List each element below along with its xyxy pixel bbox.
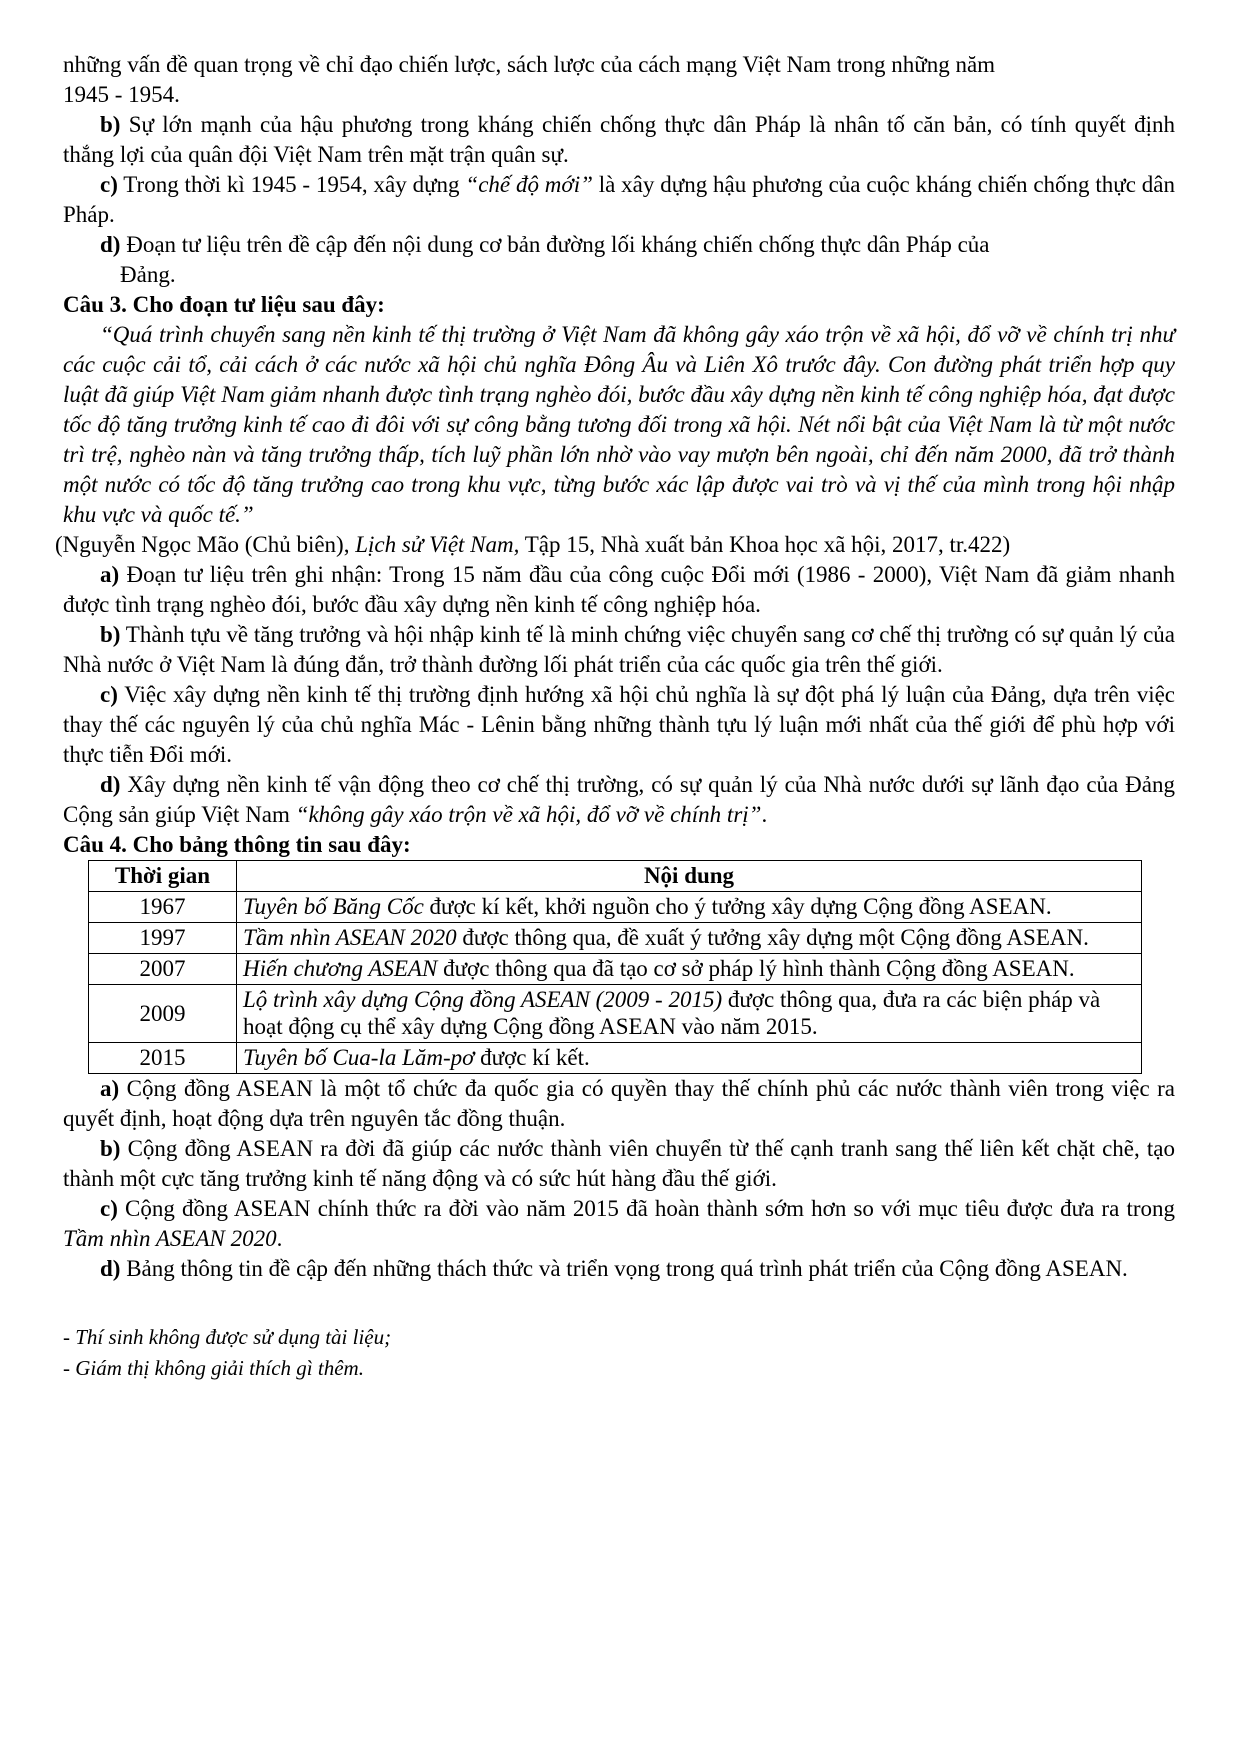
content-cell: Lộ trình xây dựng Cộng đồng ASEAN (2009 - 2015) được thông qua, đưa ra các biện pháp và hoạt động cụ thể xây dựng Cộng đồng ASEAN vào năm 2015. bbox=[237, 985, 1142, 1043]
prev-question-continuation: những vấn đề quan trọng về chỉ đạo chiến lược, sách lược của cách mạng Việt Nam trong những năm 1945 - 1954. bbox=[63, 52, 996, 107]
q3-option-a: a) Đoạn tư liệu trên ghi nhận: Trong 15 năm đầu của công cuộc Đổi mới (1986 - 2000), Việt Nam đã giảm nhanh được tình trạng nghèo đói, bước đầu xây dựng nền kinh tế công nghiệp hóa. bbox=[63, 562, 1175, 617]
q4-option-a: a) Cộng đồng ASEAN là một tổ chức đa quốc gia có quyền thay thế chính phủ các nước thành viên trong việc ra quyết định, hoạt động dựa trên nguyên tắc đồng thuận. bbox=[63, 1076, 1175, 1131]
q3-source: (Nguyễn Ngọc Mão (Chủ biên), Lịch sử Việt Nam, Tập 15, Nhà xuất bản Khoa học xã hội, 2017, tr.422) bbox=[55, 532, 1011, 557]
q2-option-b: b) Sự lớn mạnh của hậu phương trong kháng chiến chống thực dân Pháp là nhân tố căn bản, có tính quyết định thắng lợi của quân đội Việt Nam trên mặt trận quân sự. bbox=[63, 112, 1175, 167]
q2-option-d-cont: Đảng. bbox=[120, 262, 176, 287]
q3-heading: Câu 3. Cho đoạn tư liệu sau đây: bbox=[63, 292, 385, 317]
q2-option-c: c) Trong thời kì 1945 - 1954, xây dựng “chế độ mới” là xây dựng hậu phương của cuộc kháng chiến chống thực dân Pháp. bbox=[63, 172, 1175, 227]
table-row bbox=[89, 985, 1142, 1043]
year-cell: 1967 bbox=[89, 892, 237, 923]
content-cell: Hiến chương ASEAN được thông qua đã tạo cơ sở pháp lý hình thành Cộng đồng ASEAN. bbox=[237, 954, 1142, 985]
table-row bbox=[89, 1043, 1142, 1074]
exam-page bbox=[55, 50, 1176, 1384]
q4-option-c: c) Cộng đồng ASEAN chính thức ra đời vào năm 2015 đã hoàn thành sớm hơn so với mục tiêu được đưa ra trong Tầm nhìn ASEAN 2020. bbox=[63, 1196, 1175, 1251]
year-cell: 2007 bbox=[89, 954, 237, 985]
asean-timeline-table bbox=[88, 860, 1142, 1074]
col-content-header: Nội dung bbox=[237, 861, 1142, 892]
q2-option-d: d) Đoạn tư liệu trên đề cập đến nội dung cơ bản đường lối kháng chiến chống thực dân Pháp của bbox=[100, 232, 990, 257]
year-cell: 1997 bbox=[89, 923, 237, 954]
footer-note: - Giám thị không giải thích gì thêm. bbox=[63, 1356, 364, 1380]
q3-quote: “Quá trình chuyển sang nền kinh tế thị trường ở Việt Nam đã không gây xáo trộn về xã hội, đổ vỡ về chính trị như các cuộc cải tổ, cải cách ở các nước xã hội chủ nghĩa Đông Âu và Liên Xô trước đây. Con đường phát triển hợp quy luật đã giúp Việt Nam giảm nhanh được tình trạng nghèo đói, bước đầu xây dựng nền kinh tế công nghiệp hóa, đạt được tốc độ tăng trưởng kinh tế cao đi đôi với sự công bằng tương đối trong xã hội. Nét nổi bật của Việt Nam là từ một nước trì trệ, nghèo nàn và tăng trưởng thấp, tích luỹ phần lớn nhờ vào vay mượn bên ngoài, chỉ đến năm 2000, đã trở thành một nước có tốc độ tăng trưởng cao trong khu vực, từng bước xác lập được vai trò và vị thế của mình trong hội nhập khu vực và quốc tế.” bbox=[63, 322, 1175, 527]
table-row bbox=[89, 923, 1142, 954]
table-row bbox=[89, 954, 1142, 985]
content-cell: Tuyên bố Cua-la Lăm-pơ được kí kết. bbox=[237, 1043, 1142, 1074]
exam-footer-notes bbox=[63, 1322, 1175, 1384]
q3-option-d: d) Xây dựng nền kinh tế vận động theo cơ chế thị trường, có sự quản lý của Nhà nước dưới sự lãnh đạo của Đảng Cộng sản giúp Việt Nam “không gây xáo trộn về xã hội, đổ vỡ về chính trị”. bbox=[63, 772, 1175, 827]
q4-option-d: d) Bảng thông tin đề cập đến những thách thức và triển vọng trong quá trình phát triển của Cộng đồng ASEAN. bbox=[100, 1256, 1128, 1281]
table-header-row bbox=[89, 861, 1142, 892]
year-cell: 2009 bbox=[89, 985, 237, 1043]
q3-option-c: c) Việc xây dựng nền kinh tế thị trường định hướng xã hội chủ nghĩa là sự đột phá lý luận của Đảng, dựa trên việc thay thế các nguyên lý của chủ nghĩa Mác - Lênin bằng những thành tựu lý luận mới nhất của thế giới để phù hợp với thực tiễn Đổi mới. bbox=[63, 682, 1175, 767]
content-cell: Tuyên bố Băng Cốc được kí kết, khởi nguồn cho ý tưởng xây dựng Cộng đồng ASEAN. bbox=[237, 892, 1142, 923]
footer-note: - Thí sinh không được sử dụng tài liệu; bbox=[63, 1325, 392, 1349]
q4-option-b: b) Cộng đồng ASEAN ra đời đã giúp các nước thành viên chuyển từ thế cạnh tranh sang thế liên kết chặt chẽ, tạo thành một cực tăng trưởng kinh tế năng động và có sức hút hàng đầu thế giới. bbox=[63, 1136, 1175, 1191]
table-row bbox=[89, 892, 1142, 923]
col-time-header: Thời gian bbox=[89, 861, 237, 892]
q3-option-b: b) Thành tựu về tăng trưởng và hội nhập kinh tế là minh chứng việc chuyển sang cơ chế thị trường có sự quản lý của Nhà nước ở Việt Nam là đúng đắn, trở thành đường lối phát triển của các quốc gia trên thế giới. bbox=[63, 622, 1176, 677]
content-cell: Tầm nhìn ASEAN 2020 được thông qua, đề xuất ý tưởng xây dựng một Cộng đồng ASEAN. bbox=[237, 923, 1142, 954]
year-cell: 2015 bbox=[89, 1043, 237, 1074]
q4-heading: Câu 4. Cho bảng thông tin sau đây: bbox=[63, 832, 411, 857]
